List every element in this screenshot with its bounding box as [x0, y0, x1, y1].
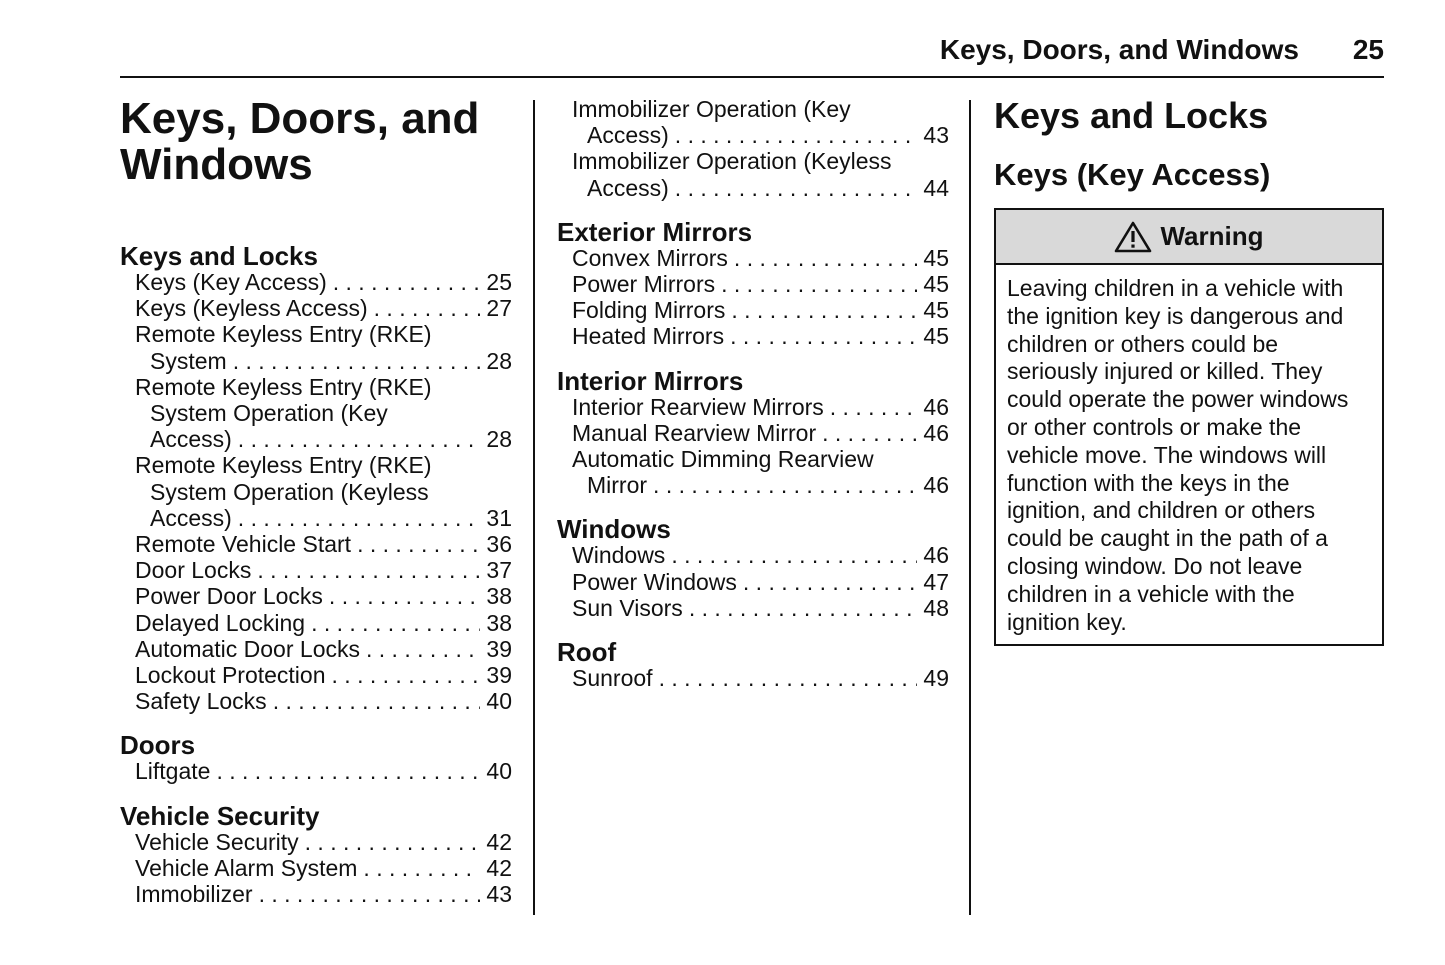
toc-section-heading: Windows	[557, 514, 671, 545]
content-column	[994, 96, 1384, 646]
toc-section-heading: Keys and Locks	[120, 241, 318, 271]
toc-entry-manual-rearview-mirror[interactable]: Manual Rearview Mirror . . . 46	[557, 420, 949, 446]
toc-entry-convex-mirrors[interactable]: Convex Mirrors . . . 45	[557, 245, 949, 271]
chapter-title: Keys, Doors, and Windows	[120, 94, 480, 189]
running-header	[120, 34, 1384, 78]
toc-entry-sunroof[interactable]: Sunroof . . . 49	[557, 665, 949, 691]
section-heading: Keys and Locks	[994, 95, 1269, 136]
toc-entry-lockout-protection[interactable]: Lockout Protection . . . 39	[120, 662, 512, 688]
warning-box	[994, 208, 1384, 646]
toc-entry-interior-rearview-mirrors[interactable]: Interior Rearview Mirrors . . . 46	[557, 394, 949, 420]
toc-entry-delayed-locking[interactable]: Delayed Locking . . . 38	[120, 610, 512, 636]
toc-column-1	[120, 96, 512, 907]
toc-entry-vehicle-security[interactable]: Vehicle Security . . . 42	[120, 829, 512, 855]
toc-entry-automatic-door-locks[interactable]: Automatic Door Locks . . . 39	[120, 636, 512, 662]
toc-entry-rke-system[interactable]: Remote Keyless Entry (RKE) System . . . 28	[120, 321, 512, 373]
toc-section-heading: Interior Mirrors	[557, 365, 744, 396]
toc-entry-immobilizer-operation-keyless[interactable]: Immobilizer Operation (Keyless Access) . . . 44	[557, 148, 949, 200]
toc-entry-windows[interactable]: Windows . . . 46	[557, 542, 949, 568]
toc-section-heading: Roof	[557, 637, 617, 668]
toc-column-2	[557, 96, 949, 691]
toc-entry-heated-mirrors[interactable]: Heated Mirrors . . . 45	[557, 323, 949, 349]
toc-entry-safety-locks[interactable]: Safety Locks . . . 40	[120, 688, 512, 714]
toc-entry-vehicle-alarm-system[interactable]: Vehicle Alarm System . . . 42	[120, 855, 512, 881]
toc-entry-rke-operation-keyless[interactable]: Remote Keyless Entry (RKE) System Operation (Keyless Access) . . . 31	[120, 452, 512, 531]
running-header-title: Keys, Doors, and Windows	[939, 34, 1299, 65]
toc-entry-door-locks[interactable]: Door Locks . . . 37	[120, 557, 512, 583]
toc-entry-liftgate[interactable]: Liftgate . . . 40	[120, 758, 512, 784]
toc-entry-keys-key-access[interactable]: Keys (Key Access) . . . 25	[120, 269, 512, 295]
toc-entry-power-mirrors[interactable]: Power Mirrors . . . 45	[557, 271, 949, 297]
toc-entry-automatic-dimming-rearview-mirror[interactable]: Automatic Dimming Rearview Mirror . . . 46	[557, 446, 949, 498]
toc-entry-sun-visors[interactable]: Sun Visors . . . 48	[557, 595, 949, 621]
toc-entry-remote-vehicle-start[interactable]: Remote Vehicle Start . . . 36	[120, 531, 512, 557]
toc-entry-keys-keyless-access[interactable]: Keys (Keyless Access) . . . 27	[120, 295, 512, 321]
toc-section-heading: Vehicle Security	[120, 800, 320, 831]
warning-text: Leaving children in a vehicle with the ignition key is dangerous and children or others could be seriously injured or killed. They could operate the power windows or other controls or make the vehicle move. The windows will function with the keys in the ignition, and children or others could be caught in the path of a closing window. Do not leave children in a vehicle with the ignition key.	[1007, 275, 1349, 635]
toc-section-heading: Exterior Mirrors	[557, 216, 753, 247]
toc-entry-immobilizer-operation-key[interactable]: Immobilizer Operation (Key Access) . . . 43	[557, 96, 949, 148]
column-divider	[969, 100, 971, 915]
toc-entry-folding-mirrors[interactable]: Folding Mirrors . . . 45	[557, 297, 949, 323]
toc-entry-power-windows[interactable]: Power Windows . . . 47	[557, 569, 949, 595]
page-number: 25	[1352, 34, 1384, 65]
subsection-heading: Keys (Key Access)	[994, 157, 1271, 192]
warning-triangle-icon	[1114, 221, 1152, 253]
warning-header	[996, 210, 1382, 265]
toc-section-heading: Doors	[120, 730, 196, 761]
toc-entry-power-door-locks[interactable]: Power Door Locks . . . 38	[120, 583, 512, 609]
warning-title: Warning	[1160, 221, 1264, 251]
column-divider	[533, 100, 535, 915]
toc-entry-rke-operation-key[interactable]: Remote Keyless Entry (RKE) System Operation (Key Access) . . . 28	[120, 374, 512, 453]
toc-entry-immobilizer[interactable]: Immobilizer . . . 43	[120, 881, 512, 907]
